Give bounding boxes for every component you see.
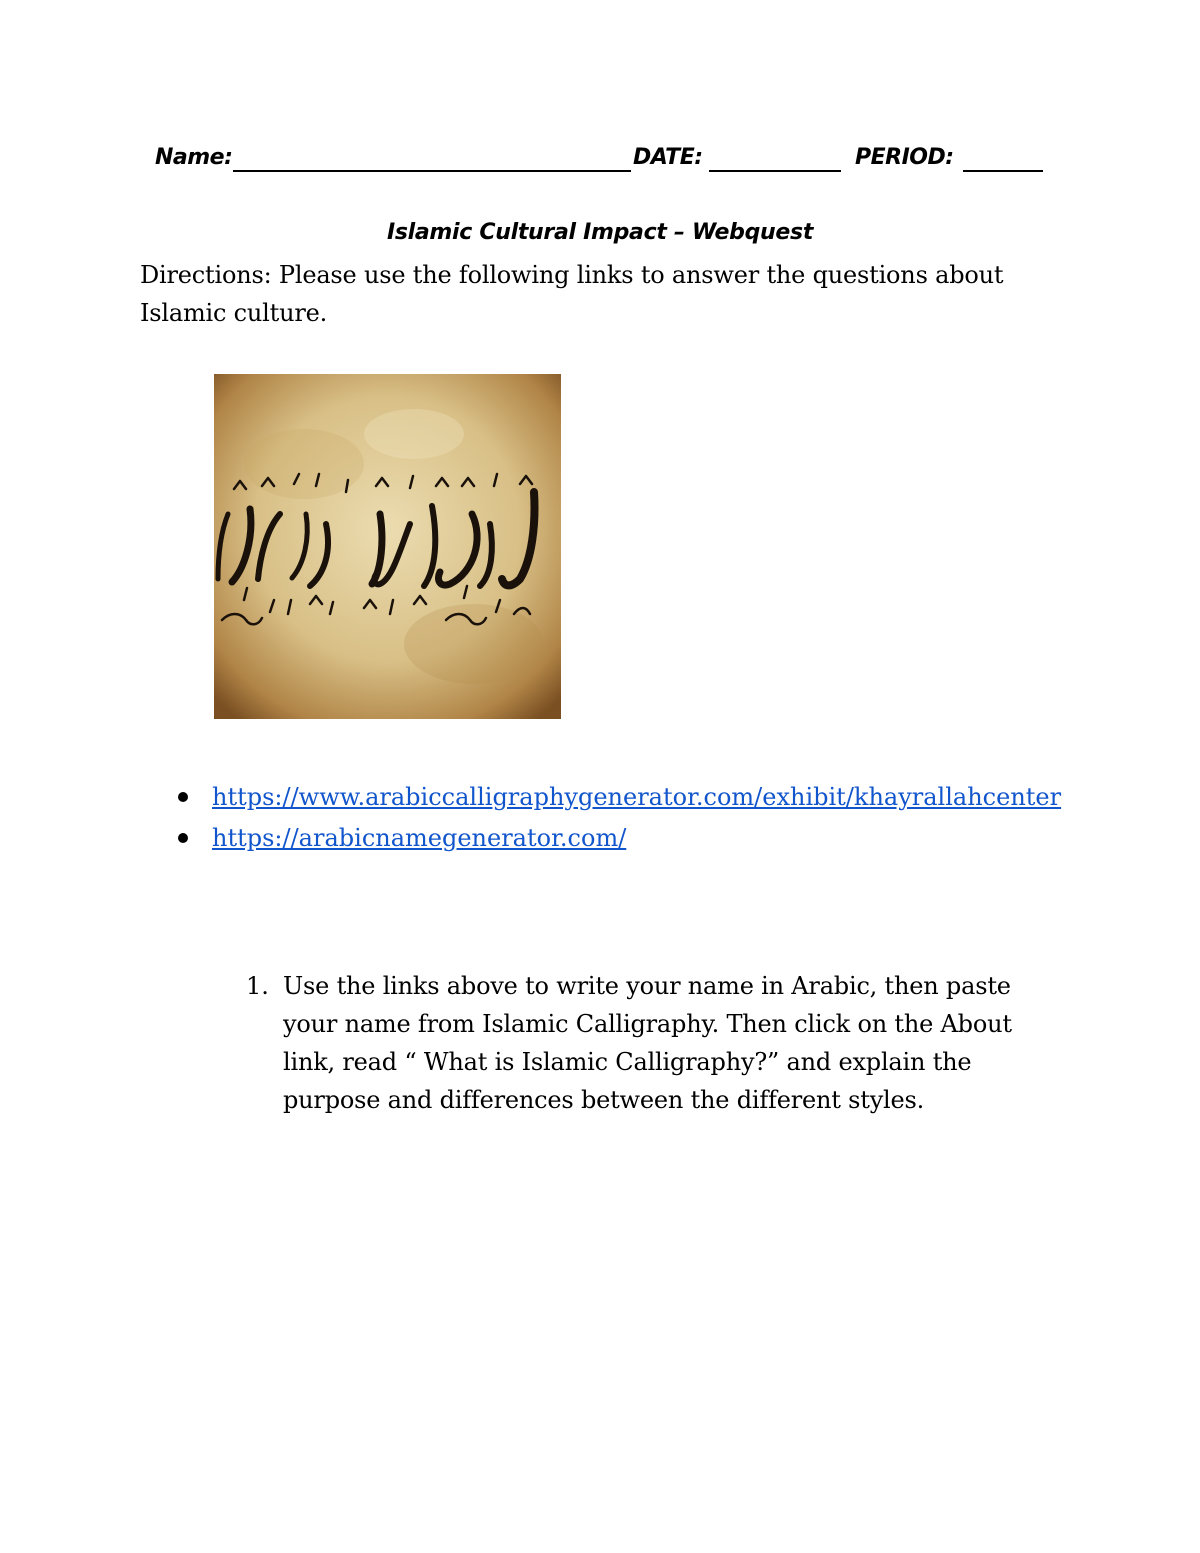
question-item: [246, 967, 1046, 1119]
name-label: Name:: [155, 145, 233, 170]
bullet-icon: [178, 833, 188, 843]
period-blank-line[interactable]: [963, 170, 1043, 172]
bullet-icon: [178, 792, 188, 802]
question-text: Use the links above to write your name in Arabic, then paste your name from Islamic Calligraphy. Then click on the About link, read “ What is Islamic Calligraphy?” and explain the purpose and differences between the different styles.: [283, 972, 1012, 1114]
date-blank-line[interactable]: [709, 170, 841, 172]
list-item: [176, 819, 1066, 857]
page-title: Islamic Cultural Impact – Webquest: [386, 220, 814, 245]
resource-links-list: [176, 778, 1066, 860]
name-blank-line[interactable]: [233, 170, 631, 172]
calligraphy-generator-link[interactable]: https://www.arabiccalligraphygenerator.com/exhibit/khayrallahcenter: [212, 783, 1062, 811]
student-info-line: [155, 142, 1045, 182]
question-number: 1.: [246, 972, 269, 1000]
arabic-calligraphy-image: [214, 374, 561, 719]
list-item: [176, 778, 1066, 816]
date-label: DATE:: [633, 145, 703, 170]
name-generator-link[interactable]: https://arabicnamegenerator.com/: [212, 824, 627, 852]
directions-text: Directions: Please use the following links to answer the questions about Islamic culture.: [140, 261, 1004, 327]
period-label: PERIOD:: [855, 145, 954, 170]
